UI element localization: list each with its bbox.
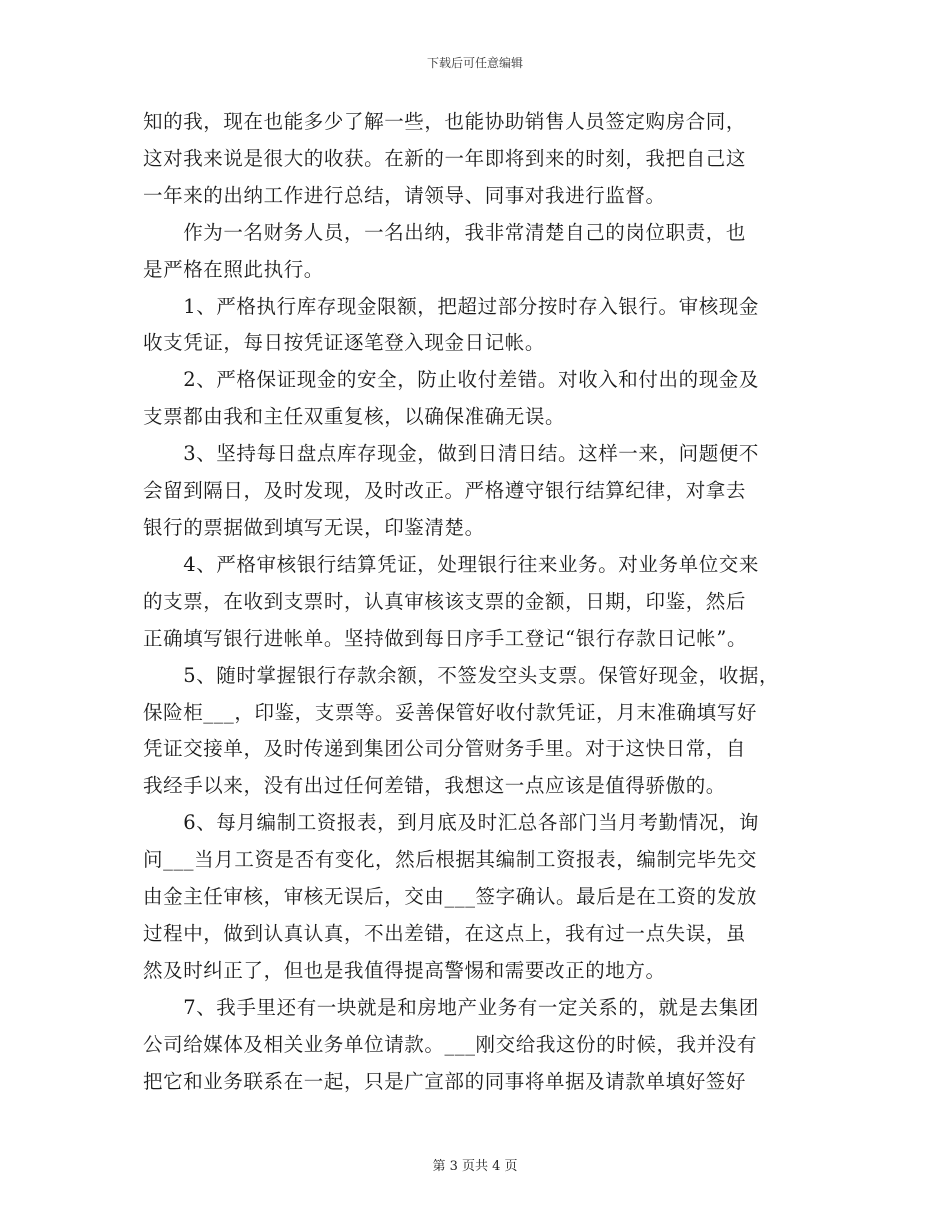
paragraph-0 xyxy=(143,104,823,215)
line: 支票都由我和主任双重复核，以确保准确无误。 xyxy=(143,405,566,429)
paragraph-3 xyxy=(143,362,823,436)
header-note: 下载后可任意编辑 xyxy=(426,56,523,70)
line: 6、每月编制工资报表，到月底及时汇总各部门当月考勤情况，询 xyxy=(143,811,760,835)
document-body xyxy=(143,104,823,1100)
paragraph-8 xyxy=(143,990,823,1101)
line: 我经手以来，没有出过任何差错，我想这一点应该是值得骄傲的。 xyxy=(143,774,726,798)
line: 过程中，做到认真认真，不出差错，在这点上，我有过一点失误，虽 xyxy=(143,921,747,945)
paragraph-4 xyxy=(143,436,823,547)
line: 是严格在照此执行。 xyxy=(143,257,324,281)
line: 会留到隔日，及时发现，及时改正。严格遵守银行结算纪律，对拿去 xyxy=(143,479,747,503)
line: 然及时纠正了，但也是我值得提高警惕和需要改正的地方。 xyxy=(143,958,666,982)
paragraph-5 xyxy=(143,547,823,658)
line: 收支凭证，每日按凭证逐笔登入现金日记帐。 xyxy=(143,331,546,355)
page-header xyxy=(0,54,950,71)
line: 问___当月工资是否有变化，然后根据其编制工资报表，编制完毕先交 xyxy=(143,848,757,872)
line: 一年来的出纳工作进行总结，请领导、同事对我进行监督。 xyxy=(143,183,666,207)
line: 1、严格执行库存现金限额，把超过部分按时存入银行。审核现金 xyxy=(143,294,760,318)
line: 公司给媒体及相关业务单位请款。___刚交给我这份的时候，我并没有 xyxy=(143,1032,757,1056)
line: 凭证交接单，及时传递到集团公司分管财务手里。对于这快日常，自 xyxy=(143,737,747,761)
line: 把它和业务联系在一起，只是广宣部的同事将单据及请款单填好签好 xyxy=(143,1069,747,1093)
line: 知的我，现在也能多少了解一些，也能协助销售人员签定购房合同， xyxy=(143,110,747,133)
paragraph-7 xyxy=(143,805,823,990)
line: 银行的票据做到填写无误，印鉴清楚。 xyxy=(143,515,485,539)
line: 4、严格审核银行结算凭证，处理银行往来业务。对业务单位交来 xyxy=(143,552,760,576)
line: 这对我来说是很大的收获。在新的一年即将到来的时刻，我把自己这 xyxy=(143,146,747,170)
paragraph-1 xyxy=(143,215,823,289)
page-footer xyxy=(0,1155,950,1174)
line: 的支票，在收到支票时，认真审核该支票的金额，日期，印鉴，然后 xyxy=(143,589,747,613)
page-number: 第 3 页共 4 页 xyxy=(432,1159,518,1174)
line: 2、严格保证现金的安全，防止收付差错。对收入和付出的现金及 xyxy=(143,368,760,392)
line: 3、坚持每日盘点库存现金，做到日清日结。这样一来，问题便不 xyxy=(143,442,760,466)
line: 由金主任审核，审核无误后，交由___签字确认。最后是在工资的发放 xyxy=(143,885,757,909)
line: 作为一名财务人员，一名出纳，我非常清楚自己的岗位职责，也 xyxy=(143,220,747,244)
line: 正确填写银行进帐单。坚持做到每日序手工登记“银行存款日记帐”。 xyxy=(143,626,748,650)
paragraph-6 xyxy=(143,658,823,806)
line: 保险柜___，印鉴，支票等。妥善保管好收付款凭证，月末准确填写好 xyxy=(143,700,757,724)
line: 5、随时掌握银行存款余额，不签发空头支票。保管好现金，收据， xyxy=(143,663,780,687)
paragraph-2 xyxy=(143,289,823,363)
line: 7、我手里还有一块就是和房地产业务有一定关系的，就是去集团 xyxy=(143,995,760,1019)
